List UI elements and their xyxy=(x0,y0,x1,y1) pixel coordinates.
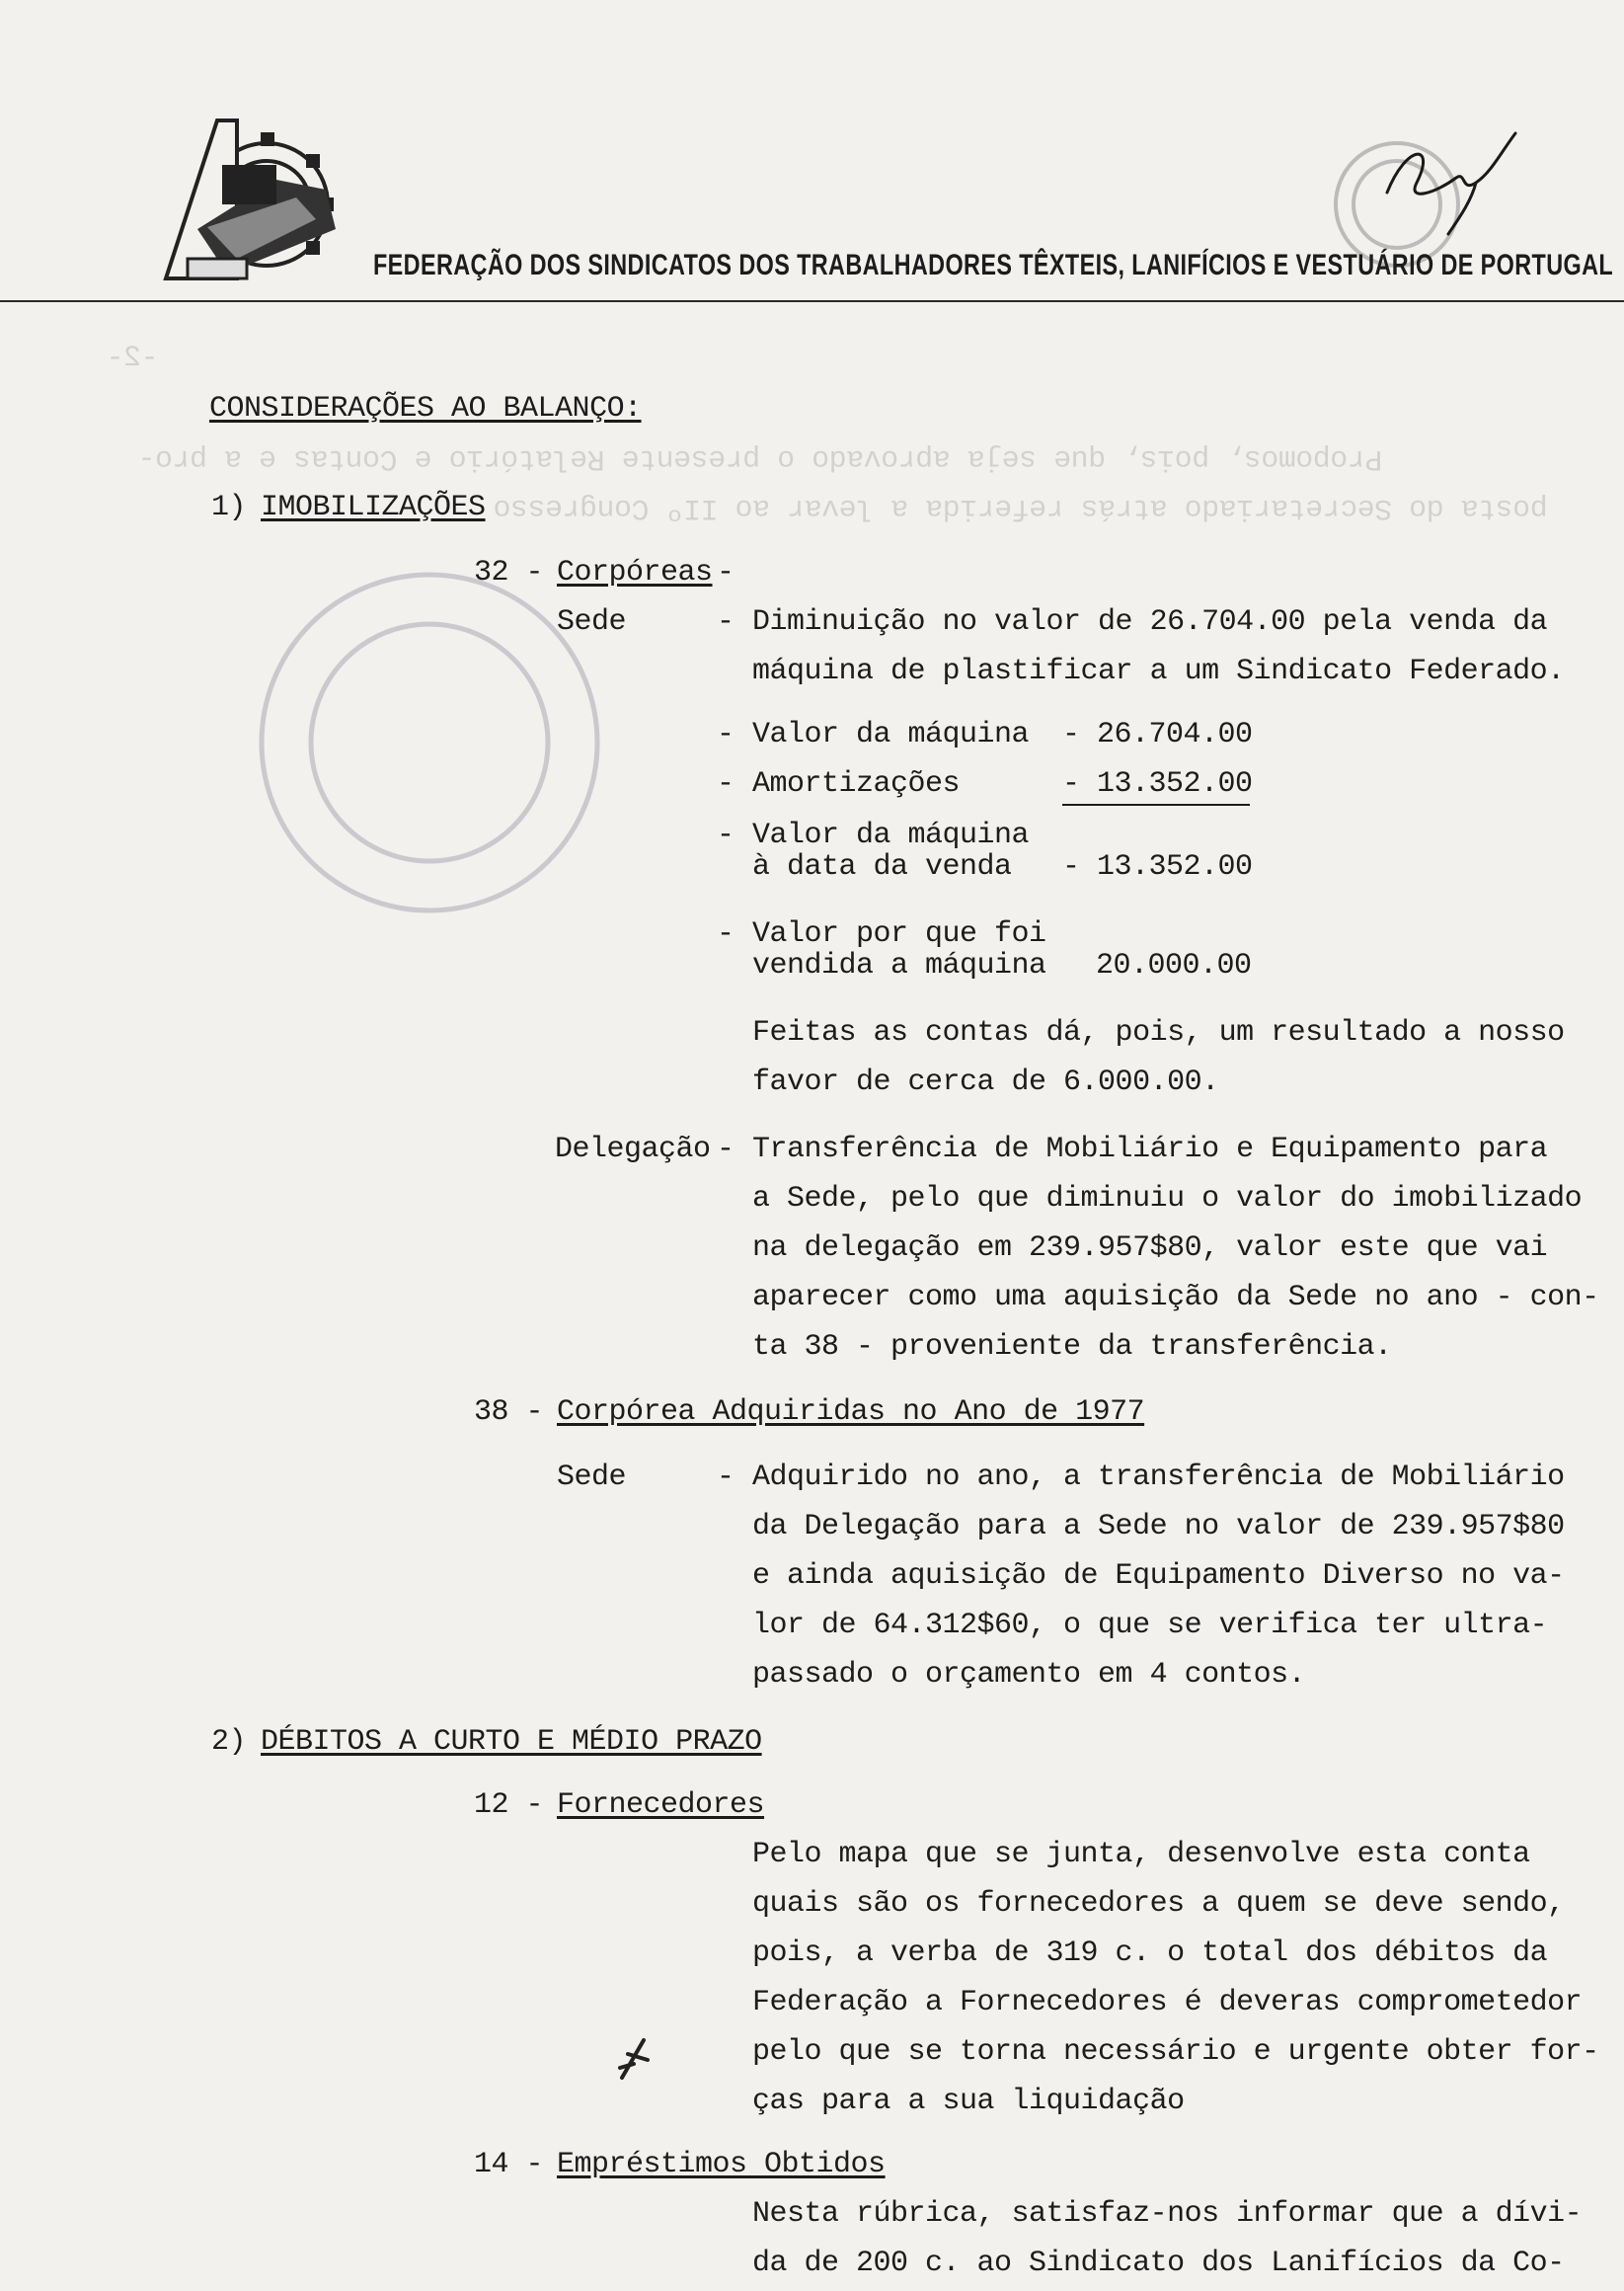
calc-row-value-text: - 13.352.00 xyxy=(1062,767,1253,801)
account-38-code: 38 - xyxy=(474,1395,544,1429)
header-rule xyxy=(0,300,1624,302)
emprestimos-line-1: Nesta rúbrica, satisfaz-nos informar que a dívi- xyxy=(752,2197,1583,2231)
bleed-page-number: -2- xyxy=(107,342,159,375)
fornecedores-line-1: Pelo mapa que se junta, desenvolve esta conta xyxy=(752,1838,1530,1871)
secretariat-stamp xyxy=(252,565,607,920)
account-14-code: 14 - xyxy=(474,2148,544,2181)
bleed-line-2: posta do Secretariado atrás referida a levar ao IIº Congresso xyxy=(494,491,1548,524)
result-line-1: Feitas as contas dá, pois, um resultado a nosso xyxy=(752,1016,1565,1050)
account-12-title: Fornecedores xyxy=(557,1788,765,1822)
account-32-title: Corpóreas xyxy=(557,556,713,590)
sede-38-line-2: da Delegação para a Sede no valor de 239.957$80 xyxy=(752,1510,1565,1543)
calc-row-value xyxy=(1062,766,1253,802)
sede-text-line-1: Diminuição no valor de 26.704.00 pela venda da xyxy=(752,605,1548,639)
calc-row-value: - 13.352.00 xyxy=(1062,850,1253,884)
delegacao-line-5: ta 38 - proveniente da transferência. xyxy=(752,1330,1392,1364)
sede-label: Sede xyxy=(557,605,627,639)
fornecedores-line-4: Federação a Fornecedores é deveras comprometedor xyxy=(752,1986,1583,2019)
sede-38-dash: - xyxy=(717,1461,735,1494)
account-14-title: Empréstimos Obtidos xyxy=(557,2148,886,2181)
calc-row-label-2: à data da venda xyxy=(752,850,1012,884)
section-2-number: 2) xyxy=(211,1725,247,1759)
section-2-title: DÉBITOS A CURTO E MÉDIO PRAZO xyxy=(261,1725,762,1759)
bleed-line-1: Propomos, pois, que seja aprovado o presente Relatório e Contas e a pro- xyxy=(138,441,1383,475)
delegacao-line-3: na delegação em 239.957$80, valor este que vai xyxy=(752,1231,1548,1265)
calc-row-dash: - xyxy=(717,718,735,751)
calc-row-dash: - xyxy=(717,767,735,801)
calc-row-label: Valor por que foi xyxy=(752,917,1046,951)
fornecedores-line-2: quais são os fornecedores a quem se deve sendo, xyxy=(752,1887,1565,1921)
account-32-code: 32 - xyxy=(474,556,544,590)
delegacao-line-1: Transferência de Mobiliário e Equipamento para xyxy=(752,1133,1548,1166)
sede-38-line-5: passado o orçamento em 4 contos. xyxy=(752,1658,1306,1692)
account-32-dash: - xyxy=(717,556,735,590)
emprestimos-line-2: da de 200 c. ao Sindicato dos Lanifícios da Co- xyxy=(752,2247,1565,2280)
delegacao-line-2: a Sede, pelo que diminuiu o valor do imobilizado xyxy=(752,1182,1583,1216)
subtotal-rule xyxy=(1062,804,1250,806)
fornecedores-line-5: pelo que se torna necessário e urgente obter for- xyxy=(752,2035,1599,2069)
ink-mark xyxy=(614,2034,654,2084)
signature xyxy=(1377,123,1525,242)
federation-logo xyxy=(158,111,346,286)
calc-row-label: Valor da máquina xyxy=(752,718,1030,751)
calc-row-label: Amortizações xyxy=(752,767,961,801)
calc-row-value: 20.000.00 xyxy=(1096,949,1252,983)
sede-38-line-3: e ainda aquisição de Equipamento Diverso no va- xyxy=(752,1559,1565,1593)
section-title: CONSIDERAÇÕES AO BALANÇO: xyxy=(209,392,642,426)
sede-dash: - xyxy=(717,605,735,639)
calc-row-label: Valor da máquina xyxy=(752,819,1030,852)
sede-38-label: Sede xyxy=(557,1461,627,1494)
account-38-title: Corpórea Adquiridas no Ano de 1977 xyxy=(557,1395,1145,1429)
sede-38-line-1: Adquirido no ano, a transferência de Mobiliário xyxy=(752,1461,1565,1494)
account-12-code: 12 - xyxy=(474,1788,544,1822)
sede-text-line-2: máquina de plastificar a um Sindicato Federado. xyxy=(752,655,1565,688)
calc-row-dash: - xyxy=(717,917,735,951)
section-1-number: 1) xyxy=(211,491,247,524)
result-line-2: favor de cerca de 6.000.00. xyxy=(752,1066,1219,1099)
delegacao-line-4: aparecer como uma aquisição da Sede no ano - con- xyxy=(752,1281,1599,1314)
fornecedores-line-3: pois, a verba de 319 c. o total dos débitos da xyxy=(752,1936,1548,1970)
sede-38-line-4: lor de 64.312$60, o que se verifica ter ultra- xyxy=(752,1609,1548,1642)
delegacao-label: Delegação xyxy=(555,1133,711,1166)
calc-row-dash: - xyxy=(717,819,735,852)
organization-name: FEDERAÇÃO DOS SINDICATOS DOS TRABALHADORES TÊXTEIS, LANIFÍCIOS E VESTUÁRIO DE PORTUGAL xyxy=(373,249,1614,281)
delegacao-dash: - xyxy=(717,1133,735,1166)
fornecedores-line-6: ças para a sua liquidação xyxy=(752,2085,1185,2118)
calc-row-label-2: vendida a máquina xyxy=(752,949,1046,983)
calc-row-value: - 26.704.00 xyxy=(1062,718,1253,751)
section-1-title: IMOBILIZAÇÕES xyxy=(261,491,486,524)
